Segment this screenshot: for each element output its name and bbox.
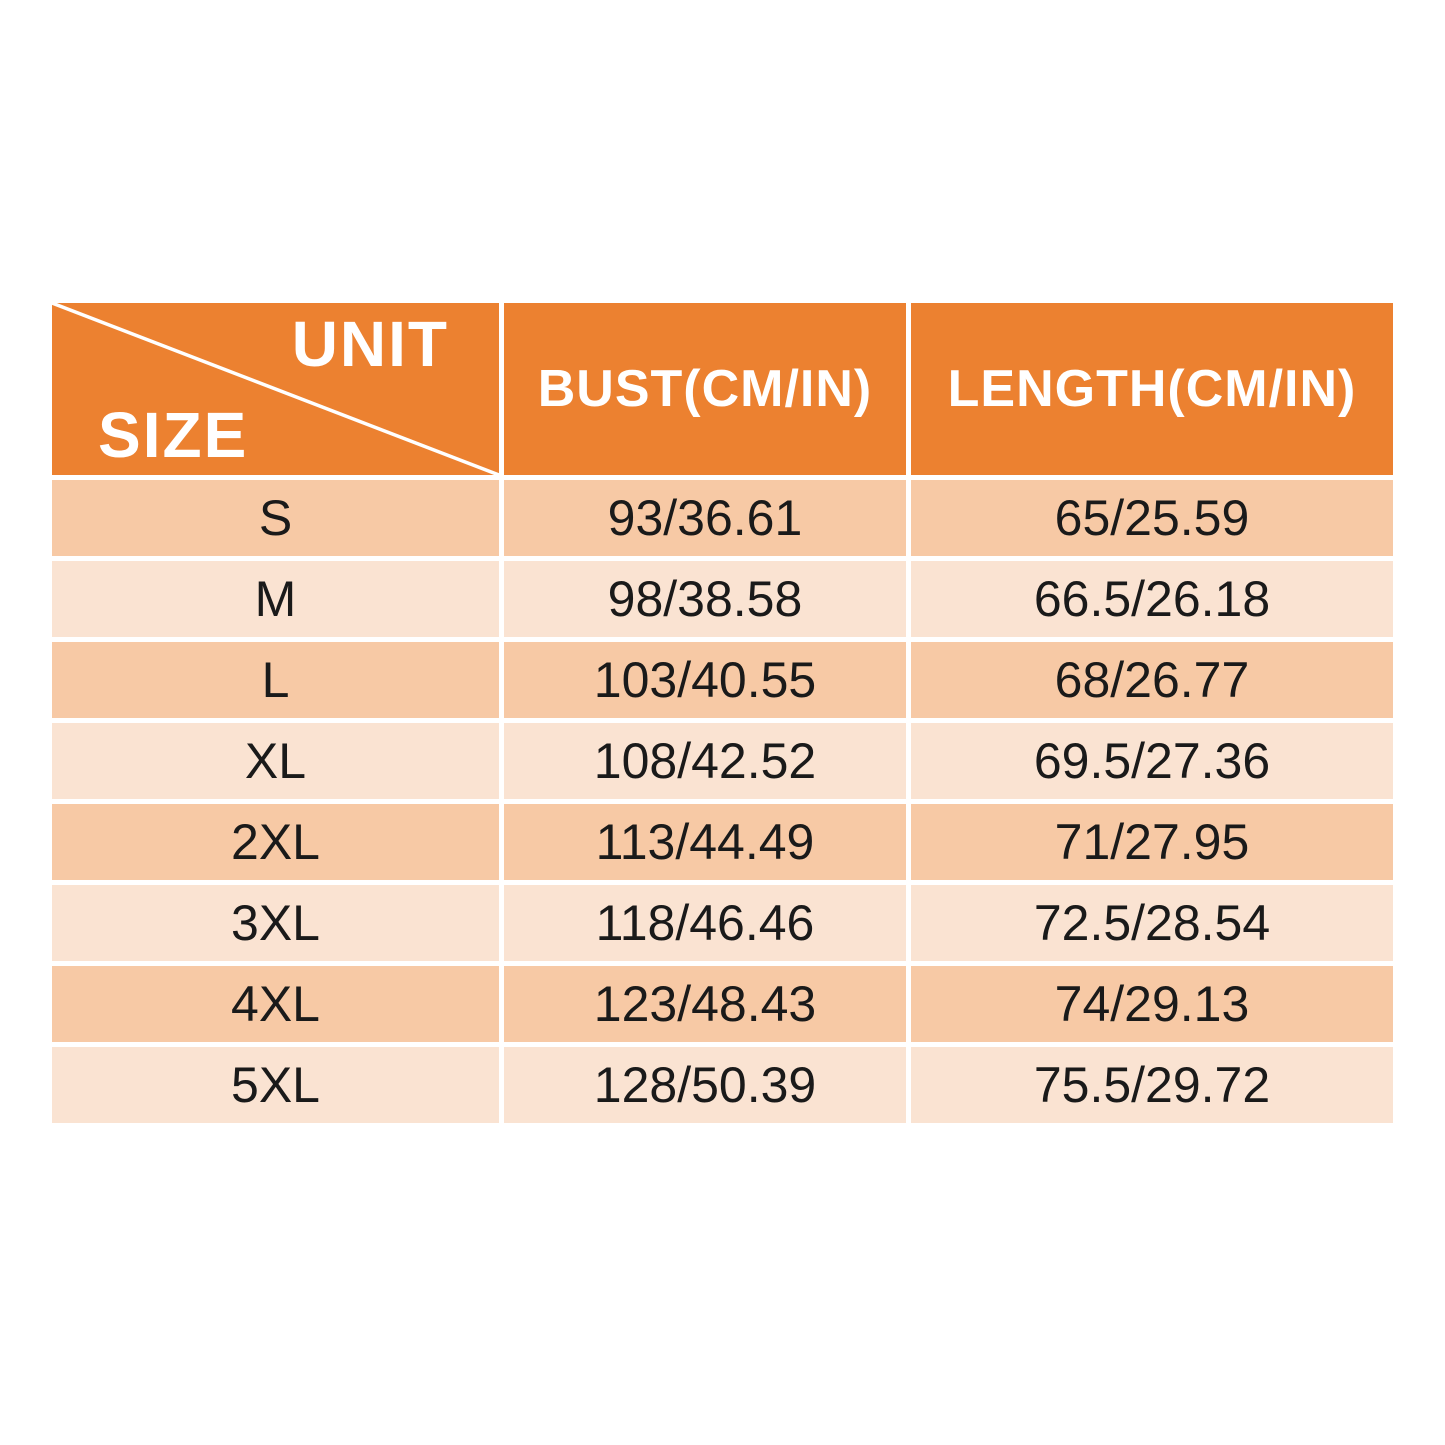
size-cell-m: M bbox=[52, 561, 499, 637]
column-header-bust: BUST(CM/IN) bbox=[504, 303, 906, 475]
size-cell-s: S bbox=[52, 480, 499, 556]
column-header-length: LENGTH(CM/IN) bbox=[911, 303, 1393, 475]
size-cell-3xl: 3XL bbox=[52, 885, 499, 961]
bust-cell-l: 103/40.55 bbox=[504, 642, 906, 718]
length-cell-m: 66.5/26.18 bbox=[911, 561, 1393, 637]
bust-cell-2xl: 113/44.49 bbox=[504, 804, 906, 880]
size-cell-5xl: 5XL bbox=[52, 1047, 499, 1123]
corner-size-label: SIZE bbox=[98, 398, 249, 471]
length-cell-3xl: 72.5/28.54 bbox=[911, 885, 1393, 961]
size-cell-2xl: 2XL bbox=[52, 804, 499, 880]
bust-cell-3xl: 118/46.46 bbox=[504, 885, 906, 961]
length-cell-s: 65/25.59 bbox=[911, 480, 1393, 556]
bust-cell-m: 98/38.58 bbox=[504, 561, 906, 637]
bust-cell-xl: 108/42.52 bbox=[504, 723, 906, 799]
corner-header-cell bbox=[52, 303, 499, 475]
size-cell-xl: XL bbox=[52, 723, 499, 799]
length-cell-l: 68/26.77 bbox=[911, 642, 1393, 718]
size-chart-table bbox=[52, 303, 1393, 1128]
length-cell-4xl: 74/29.13 bbox=[911, 966, 1393, 1042]
size-cell-l: L bbox=[52, 642, 499, 718]
bust-cell-4xl: 123/48.43 bbox=[504, 966, 906, 1042]
length-cell-2xl: 71/27.95 bbox=[911, 804, 1393, 880]
corner-unit-label: UNIT bbox=[291, 308, 449, 380]
bust-cell-s: 93/36.61 bbox=[504, 480, 906, 556]
length-cell-xl: 69.5/27.36 bbox=[911, 723, 1393, 799]
length-cell-5xl: 75.5/29.72 bbox=[911, 1047, 1393, 1123]
size-cell-4xl: 4XL bbox=[52, 966, 499, 1042]
bust-cell-5xl: 128/50.39 bbox=[504, 1047, 906, 1123]
